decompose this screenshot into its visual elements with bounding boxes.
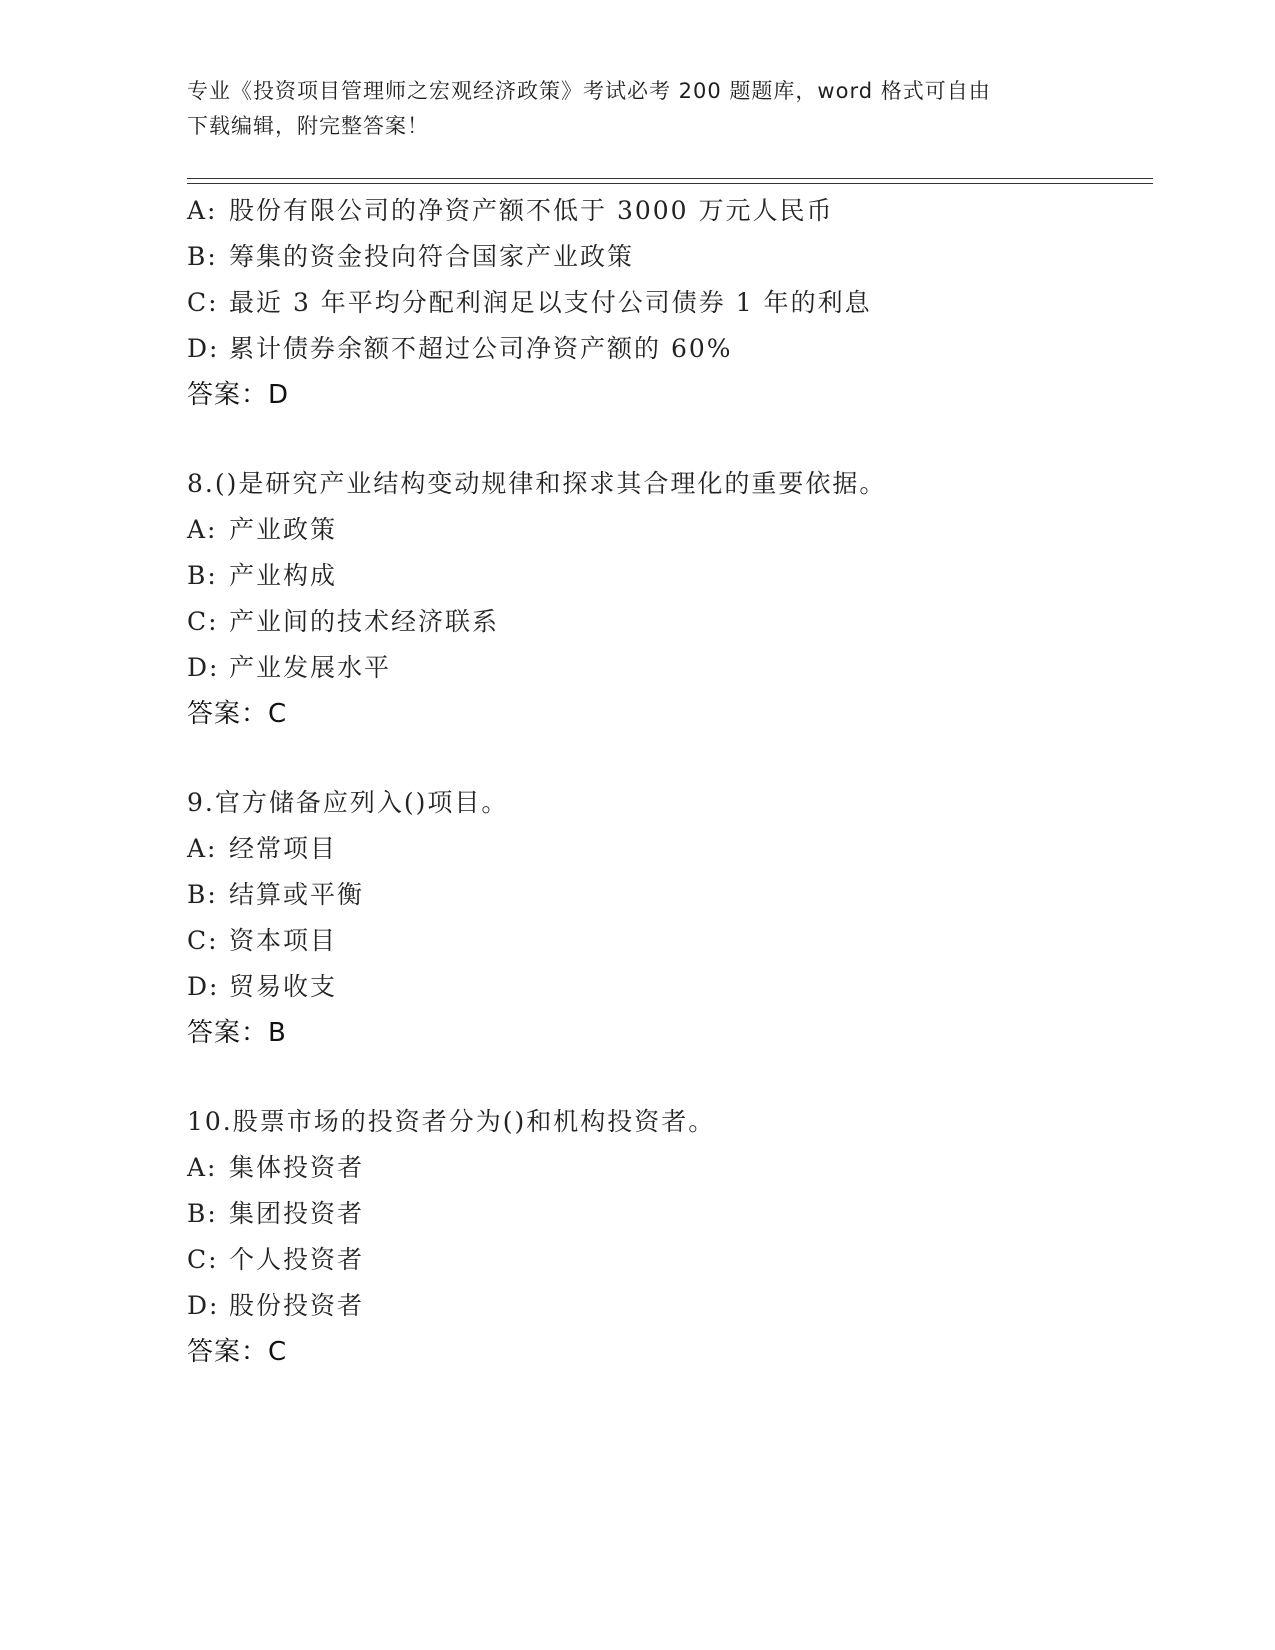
option-text: 经常项目 (229, 834, 338, 863)
option-key: C: (187, 1245, 219, 1274)
option-key: A: (187, 834, 218, 863)
option-d (187, 326, 1147, 372)
option-text: 产业发展水平 (229, 653, 392, 682)
option-a (187, 507, 1147, 553)
option-text: 结算或平衡 (229, 880, 365, 909)
option-key: D: (187, 334, 220, 363)
spacer (187, 1056, 1147, 1099)
option-key: D: (187, 972, 220, 1001)
option-a (187, 188, 1147, 234)
question-text: 10.股票市场的投资者分为()和机构投资者。 (187, 1107, 716, 1136)
option-key: B: (187, 1199, 218, 1228)
option-c (187, 1237, 1147, 1283)
option-b (187, 234, 1147, 280)
option-c (187, 918, 1147, 964)
option-key: D: (187, 653, 220, 682)
option-d (187, 1283, 1147, 1329)
question-7 (187, 188, 1147, 418)
header-divider-top (187, 178, 1153, 179)
option-c (187, 599, 1147, 645)
question-list (187, 188, 1147, 1375)
question-text: 9.官方储备应列入()项目。 (187, 788, 509, 817)
option-text: 最近 3 年平均分配利润足以支付公司债券 1 年的利息 (229, 288, 872, 317)
answer: 答案：B (187, 1018, 287, 1048)
header-divider-bottom (187, 183, 1153, 184)
option-key: B: (187, 242, 218, 271)
option-d (187, 964, 1147, 1010)
option-key: A: (187, 515, 218, 544)
option-text: 股份投资者 (229, 1291, 365, 1320)
option-text: 产业构成 (229, 561, 338, 590)
option-key: D: (187, 1291, 220, 1320)
option-key: B: (187, 561, 218, 590)
option-key: C: (187, 926, 219, 955)
option-text: 资本项目 (229, 926, 338, 955)
option-text: 筹集的资金投向符合国家产业政策 (229, 242, 635, 271)
option-a (187, 1145, 1147, 1191)
header-line-1: 专业《投资项目管理师之宏观经济政策》考试必考 200 题题库，word 格式可自由 (187, 79, 991, 103)
question-8 (187, 461, 1147, 737)
document-header (187, 74, 1087, 144)
option-key: B: (187, 880, 218, 909)
option-b (187, 1191, 1147, 1237)
spacer (187, 418, 1147, 461)
option-c (187, 280, 1147, 326)
header-line-2: 下载编辑，附完整答案！ (187, 114, 429, 138)
answer: 答案：D (187, 380, 290, 410)
option-text: 集团投资者 (229, 1199, 365, 1228)
spacer (187, 737, 1147, 780)
option-text: 产业间的技术经济联系 (229, 607, 500, 636)
question-9 (187, 780, 1147, 1056)
option-key: C: (187, 288, 219, 317)
option-b (187, 553, 1147, 599)
option-a (187, 826, 1147, 872)
option-text: 股份有限公司的净资产额不低于 3000 万元人民币 (229, 196, 834, 225)
option-text: 个人投资者 (229, 1245, 365, 1274)
question-10 (187, 1099, 1147, 1375)
option-key: C: (187, 607, 219, 636)
answer: 答案：C (187, 1337, 288, 1367)
option-key: A: (187, 196, 218, 225)
question-text: 8.()是研究产业结构变动规律和探求其合理化的重要依据。 (187, 469, 887, 498)
answer: 答案：C (187, 699, 288, 729)
option-text: 集体投资者 (229, 1153, 365, 1182)
option-key: A: (187, 1153, 218, 1182)
option-text: 贸易收支 (229, 972, 338, 1001)
option-b (187, 872, 1147, 918)
option-d (187, 645, 1147, 691)
option-text: 累计债券余额不超过公司净资产额的 60% (229, 334, 733, 363)
option-text: 产业政策 (229, 515, 338, 544)
